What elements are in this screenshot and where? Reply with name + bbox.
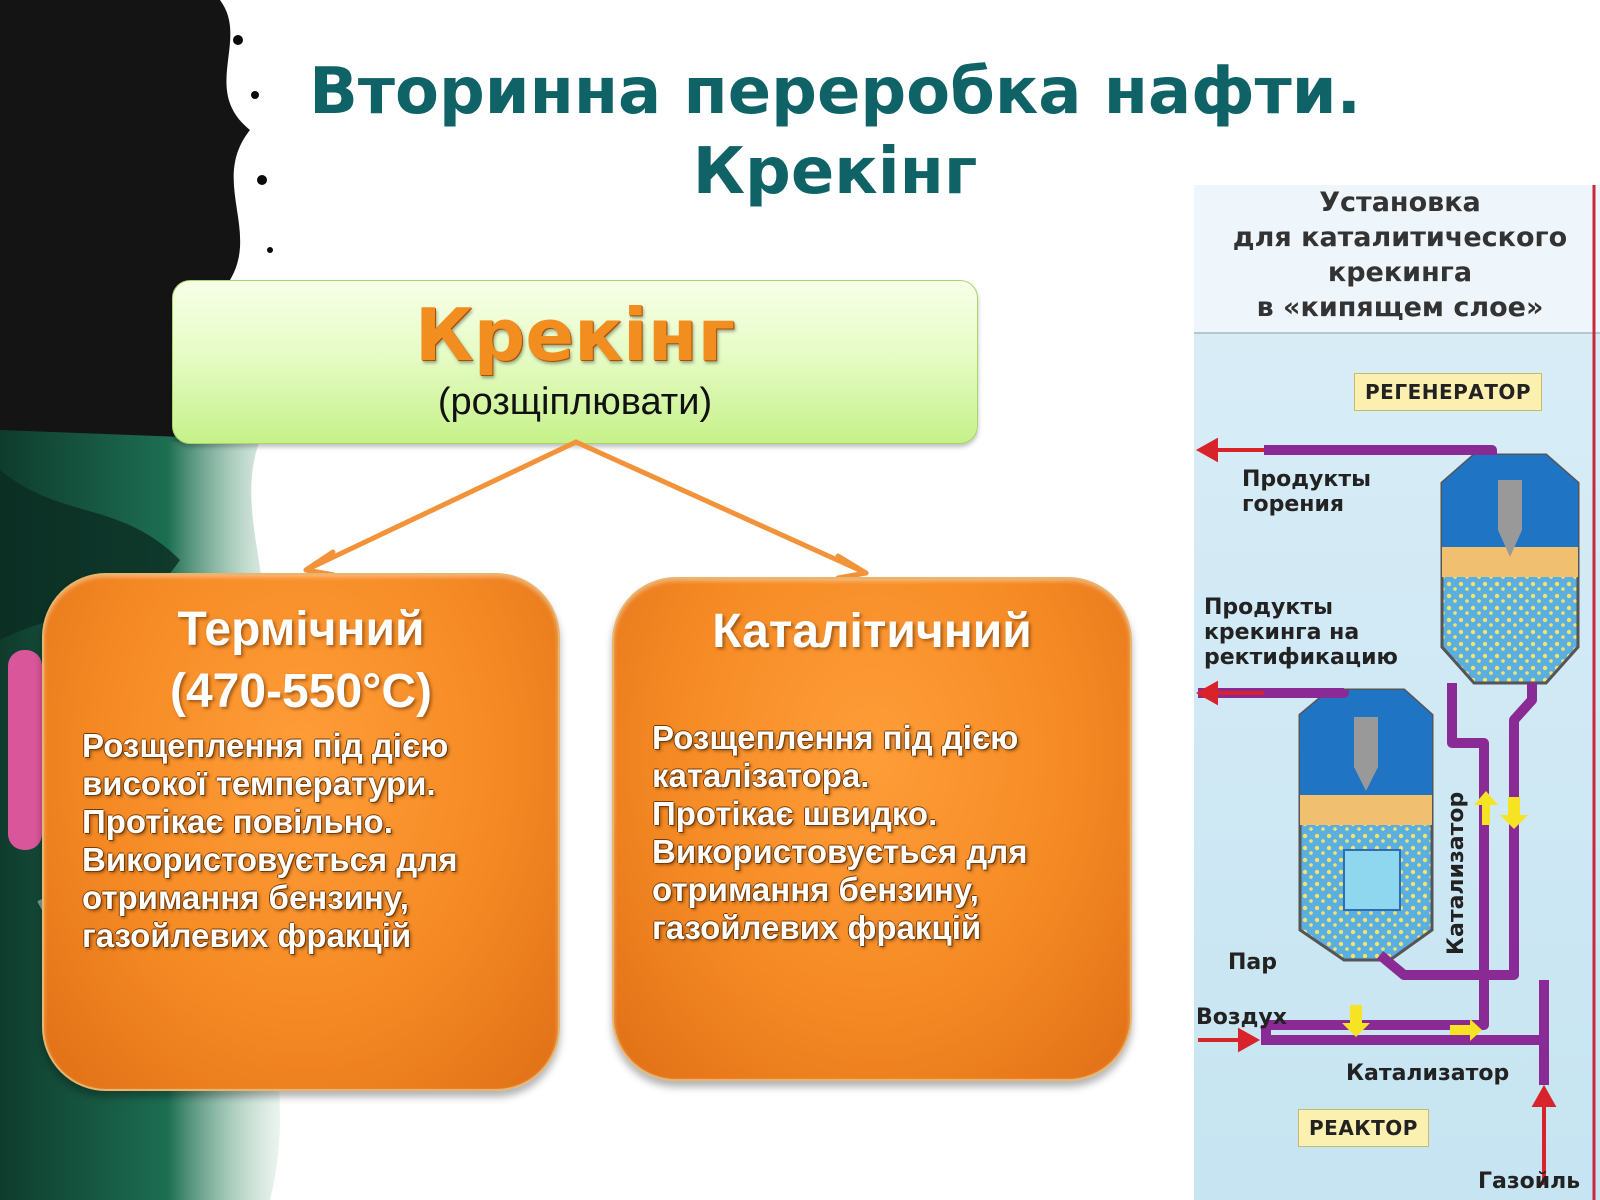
thermal-line: отримання бензину, (82, 879, 409, 916)
regenerator-label: РЕГЕНЕРАТОР (1354, 373, 1542, 411)
cracking-root-subtitle: (розщіплювати) (437, 381, 713, 423)
thermal-title-name: Термічний (177, 603, 425, 656)
illustration-title-line: в «кипящем слое» (1256, 292, 1544, 323)
cracking-root-title: Крекінг (414, 293, 736, 377)
thermal-line: Розщеплення під дією (82, 727, 449, 764)
catalytic-line: Використовується для (652, 833, 1028, 870)
arrow-to-catalytic (576, 442, 866, 573)
thermal-line: Протікає повільно. (82, 803, 393, 840)
catalytic-card-description (652, 719, 1112, 947)
gasoil-label: Газойль (1478, 1169, 1581, 1194)
thermal-title-temperature: (470-550°С) (170, 665, 432, 718)
catalytic-card-title: Каталітичний (712, 605, 1032, 658)
combustion-products-label (1242, 467, 1371, 517)
cracking-products-line: ректификацию (1204, 645, 1398, 670)
combustion-products-line: Продукты (1242, 467, 1371, 492)
cracking-products-line: крекинга на (1204, 620, 1360, 645)
fcc-unit-drawing (1194, 185, 1600, 1200)
fcc-unit-illustration (1194, 185, 1600, 1200)
catalyst-bottom-label: Катализатор (1346, 1061, 1510, 1086)
cracking-products-line: Продукты (1204, 595, 1333, 620)
arrow-to-thermal (306, 442, 576, 570)
thermal-line: високої температури. (82, 765, 436, 802)
catalyst-vertical-label: Катализатор (1444, 791, 1469, 955)
steam-label: Пар (1228, 950, 1278, 975)
catalytic-line: каталізатора. (652, 757, 870, 794)
thermal-line: Використовується для (82, 841, 458, 878)
slide-title-line-2: Крекінг (692, 135, 978, 209)
cracking-root-box (172, 280, 978, 444)
combustion-products-line: горения (1242, 492, 1345, 517)
illustration-title-line: крекинга (1327, 257, 1473, 288)
reactor-label: РЕАКТОР (1298, 1109, 1429, 1147)
thermal-card-description (82, 727, 542, 955)
catalytic-cracking-card (612, 577, 1132, 1081)
catalytic-line: Розщеплення під дією (652, 719, 1019, 756)
slide-title-line-1: Вторинна переробка нафти. (309, 55, 1361, 129)
illustration-title (1200, 185, 1600, 325)
arrow-head-thermal (306, 552, 334, 575)
illustration-title-line: Установка (1319, 187, 1481, 218)
illustration-title-line: для каталитического (1232, 222, 1568, 253)
thermal-line: газойлевих фракцій (82, 917, 412, 954)
cracking-products-label (1204, 595, 1398, 670)
catalytic-line: отримання бензину, (652, 871, 979, 908)
thermal-card-title (44, 599, 558, 723)
arrow-head-catalytic (838, 556, 866, 578)
catalytic-line: газойлевих фракцій (652, 909, 982, 946)
catalytic-line: Протікає швидко. (652, 795, 938, 832)
air-label: Воздух (1196, 1005, 1287, 1030)
thermal-cracking-card (42, 573, 560, 1091)
